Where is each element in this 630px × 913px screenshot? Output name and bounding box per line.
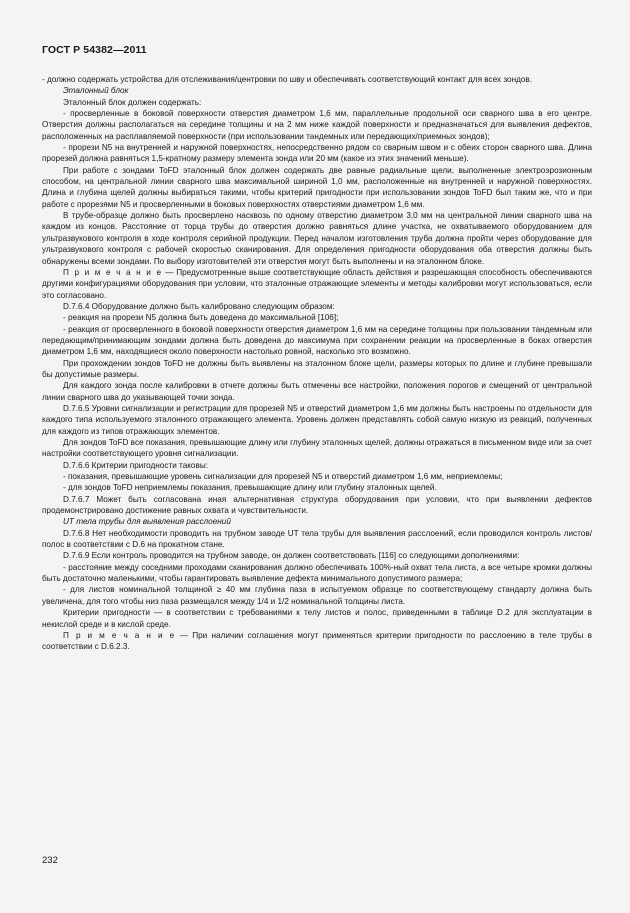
paragraph [42,165,592,210]
paragraph [42,380,592,403]
paragraph-text: - расстояние между соседними проходами сканирования должно обеспечивать 100%-ный охват тела листа, а все четыре кромки должны быть достаточно маленькими, чтобы гарантировать выявление дефекта минимального допустимого размера; [42,562,592,584]
section-heading [42,85,592,96]
paragraph [42,562,592,585]
section-heading [42,516,592,527]
paragraph-text: При работе с зондами ToFD эталонный блок должен содержать две равные радиальные щели, выполненные электроэрозионным способом, на центральной линии сварного шва максимальной шириной 1,0 мм, расположенные на внутренней и наружной поверхностях. Длина и глубина щелей должны выбираться такими, чтобы критерий пригодности при использовании зондов ToFD был таким же, что и при работе с прорезями N5 и просверленными в боковых поверхностях отверстиями диаметром 1,6 мм. [42,165,592,209]
paragraph-text: Эталонный блок [63,86,129,96]
paragraph [42,403,592,437]
paragraph-text: Эталонный блок должен содержать: [63,97,202,107]
paragraph-text: - для зондов ToFD неприемлемы показания, превышающие длину или глубину эталонных щелей. [63,483,437,493]
paragraph-text: - реакция от просверленного в боковой поверхности отверстия диаметром 1,6 мм на середине толщины при пользовании тандемным или передающим/принимающим зондами должна быть доведена до максимума при сохранении реакции на просверленные в боках отверстия диаметром 1,6 мм, находящиеся около поверхности настолько ровной, насколько это возможно. [42,324,592,357]
note-label: П р и м е ч а н и е [63,267,163,277]
paragraph [42,108,592,142]
paragraph-text: - реакция на прорези N5 должна быть доведена до максимальной [106]; [63,313,339,323]
paragraph [42,482,592,493]
paragraph-text: Критерии пригодности — в соответствии с требованиями к телу листов и полос, приведенными в таблице D.2 для эксплуатации в некислой среде и в кислой среде. [42,608,592,629]
standard-header: ГОСТ Р 54382—2011 [42,44,147,56]
paragraph [42,528,592,551]
page-number: 232 [42,855,58,866]
paragraph-text: - показания, превышающие уровень сигнализации для прорезей N5 и отверстий диаметром 1,6 мм, неприемлемы; [63,472,503,482]
paragraph [42,437,592,460]
paragraph-text: D.7.6.6 Критерии пригодности таковы: [63,460,208,470]
paragraph [42,142,592,165]
paragraph-text: D.7.6.8 Нет необходимости проводить на трубном заводе UT тела трубы для выявления расслоений, если проводился контроль листов/полос в соответствии с D.6 на прокатном стане. [42,528,592,550]
paragraph [42,584,592,607]
note-paragraph [42,630,592,653]
note-label: П р и м е ч а н и е [63,630,176,640]
paragraph [42,358,592,381]
paragraph [42,97,592,108]
paragraph [42,494,592,517]
paragraph-text: Для зондов ToFD все показания, превышающие длину или глубину эталонных щелей, должны отражаться в письменном виде или за счет настройки соответствующего уровня сигнализации. [42,438,592,459]
paragraph [42,550,592,561]
paragraph [42,312,592,323]
paragraph-text: UT тела трубы для выявления расслоений [63,517,231,527]
paragraph-text: Для каждого зонда после калибровки в отчете должны быть отмечены все настройки, положения порогов и смещений от центральной линии сварного шва до указывающей точки зонда. [42,381,592,402]
paragraph [42,471,592,482]
paragraph-text: D.7.6.5 Уровни сигнализации и регистрации для прорезей N5 и отверстий диаметром 1,6 мм должны быть настроены по отдельности для каждого типа используемого эталонного отражающего элемента. Уровень должен представлять собой самую низкую из реакций, полученных для каждого из типов отражающих элементов. [42,403,592,436]
note-paragraph [42,267,592,301]
paragraph [42,460,592,471]
paragraph-text: - для листов номинальной толщиной ≥ 40 мм глубина паза в испытуемом образце по соответствующему стандарту должна быть увеличена, для того чтобы низ паза размещался между 1/4 и 1/2 номинальной толщины листа. [42,585,592,606]
paragraph [42,210,592,267]
paragraph-text: - прорези N5 на внутренней и наружной поверхностях, непосредственно рядом со сварным швом и с обеих сторон сварного шва. Длина прорезей должна равняться 1,5-кратному размеру элемента зонда или 20 мм (какое из этих значений меньше). [42,143,592,164]
document-body [42,74,592,653]
paragraph [42,74,592,85]
paragraph-text: - просверленные в боковой поверхности отверстия диаметром 1,6 мм, параллельные продольной оси сварного шва в его центре. Отверстия должны располагаться на середине толщины и на 2 мм ниже каждой поверхности и предназначаться для выявления дефектов, расположенных на расплавляемой поверхности (при использовании тандемных или передающих/приемных зондов); [42,109,592,141]
paragraph [42,324,592,358]
paragraph-text: — При наличии соглашения могут применяться критерии пригодности по расслоению в теле трубы в соответствии с D.6.2.3. [42,630,592,652]
paragraph-text: - должно содержать устройства для отслеживания/центровки по шву и обеспечивать соответствующий контакт для всех зондов. [42,75,533,84]
paragraph [42,301,592,312]
paragraph [42,607,592,630]
paragraph-text: — Предусмотренные выше соответствующие область действия и разрешающая способность обеспечиваются другими конфигурациями оборудования при условии, что эталонные отражающие элементы и методы калибровки могут использоваться, если это согласовано. [42,267,592,300]
paragraph-text: В трубе-образце должно быть просверлено насквозь по одному отверстию диаметром 3,0 мм на центральной линии сварного шва на каждом из концов. Расстояние от торца трубы до отверстия должно равняться длине участка, не охватываемого оборудованием для ультразвукового контроля в ходе контроля серийной продукции. Перед началом изготовления труба должна пройти через оборудование для ультразвукового контроля с рабочей скоростью сканирования. Для определения пригодности оборудования оба отверстия должны быть обнаружены всеми зондами. По выбору изготовителей эти отверстия могут быть выполнены и на эталонном блоке. [42,211,592,266]
paragraph-text: D.7.6.4 Оборудование должно быть калибровано следующим образом: [63,301,335,311]
paragraph-text: D.7.6.9 Если контроль проводится на трубном заводе, он должен соответствовать [116] со следующими дополнениями: [63,551,520,561]
paragraph-text: При прохождении зондов ToFD не должны быть выявлены на эталонном блоке щели, размеры которых по длине и глубине превышали бы допустимые размеры. [42,358,592,379]
paragraph-text: D.7.6.7 Может быть согласована иная альтернативная структура оборудования при условии, что при выявлении дефектов продемонстрировано достижение равных охвата и чувствительности. [42,494,592,516]
